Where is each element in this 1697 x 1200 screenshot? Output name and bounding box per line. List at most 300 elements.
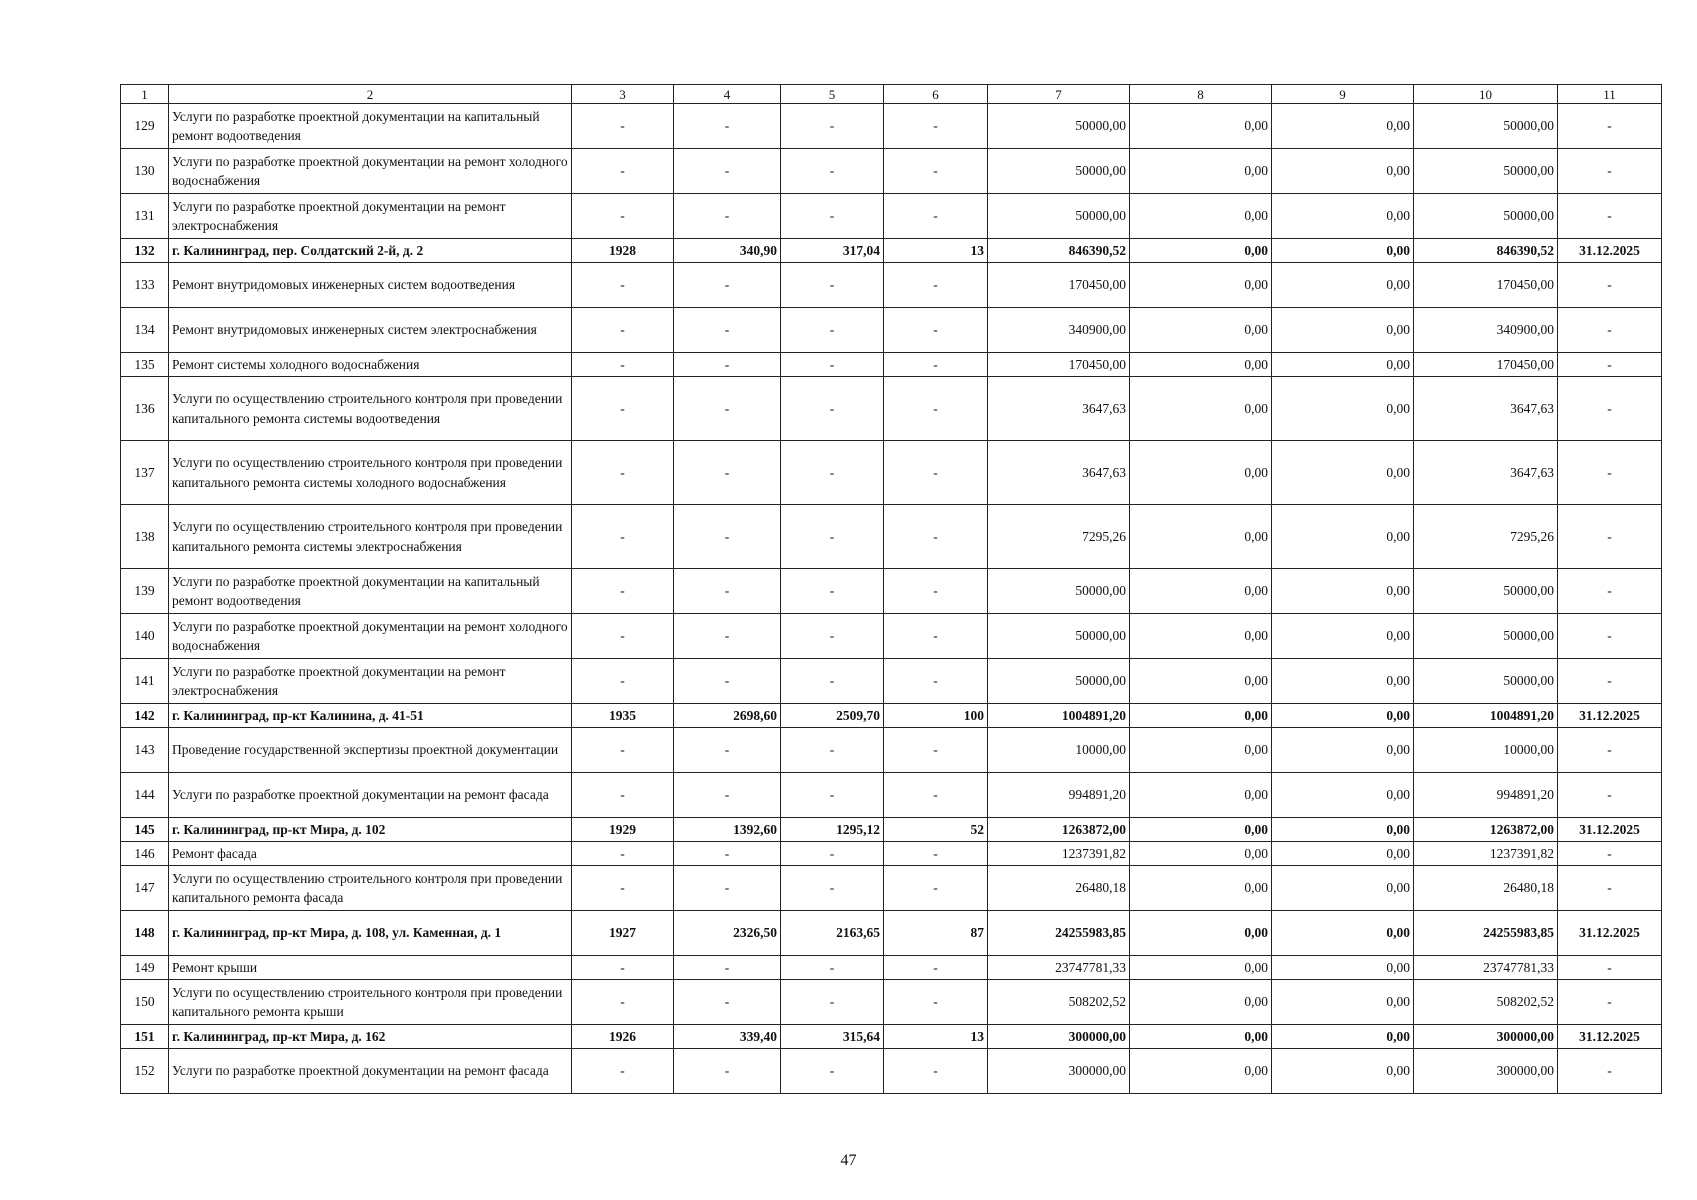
completion-date-cell: - (1558, 842, 1662, 866)
completion-date-cell: - (1558, 614, 1662, 659)
cost-total-cell: 26480,18 (988, 866, 1130, 911)
total-area-cell: - (674, 308, 781, 353)
item-name: Услуги по осуществлению строительного контроля при проведении капитального ремонта системы водоотведения (169, 377, 572, 441)
cost-col8-cell: 0,00 (1130, 704, 1272, 728)
work-item-row (121, 728, 1662, 773)
row-number: 133 (121, 263, 169, 308)
cost-col8-cell: 0,00 (1130, 614, 1272, 659)
item-name: Услуги по осуществлению строительного контроля при проведении капитального ремонта фасада (169, 866, 572, 911)
completion-date-cell: 31.12.2025 (1558, 911, 1662, 956)
cost-col8-cell: 0,00 (1130, 308, 1272, 353)
work-item-row (121, 441, 1662, 505)
year-cell: - (572, 149, 674, 194)
row-number: 149 (121, 956, 169, 980)
cost-col9-cell: 0,00 (1272, 377, 1414, 441)
cost-col9-cell: 0,00 (1272, 263, 1414, 308)
year-cell: - (572, 505, 674, 569)
completion-date-cell: - (1558, 569, 1662, 614)
year-cell: 1928 (572, 239, 674, 263)
item-name: Ремонт системы холодного водоснабжения (169, 353, 572, 377)
cost-col10-cell: 1237391,82 (1414, 842, 1558, 866)
cost-col9-cell: 0,00 (1272, 308, 1414, 353)
row-number: 150 (121, 980, 169, 1025)
cost-col9-cell: 0,00 (1272, 728, 1414, 773)
item-name: Услуги по разработке проектной документации на капитальный ремонт водоотведения (169, 569, 572, 614)
header-cell: 2 (169, 85, 572, 104)
completion-date-cell: - (1558, 956, 1662, 980)
completion-date-cell: - (1558, 659, 1662, 704)
cost-total-cell: 24255983,85 (988, 911, 1130, 956)
cost-col8-cell: 0,00 (1130, 866, 1272, 911)
row-number: 146 (121, 842, 169, 866)
completion-date-cell: 31.12.2025 (1558, 818, 1662, 842)
cost-col9-cell: 0,00 (1272, 866, 1414, 911)
cost-col10-cell: 994891,20 (1414, 773, 1558, 818)
cost-col9-cell: 0,00 (1272, 194, 1414, 239)
cost-total-cell: 3647,63 (988, 377, 1130, 441)
year-cell: - (572, 980, 674, 1025)
cost-col10-cell: 50000,00 (1414, 194, 1558, 239)
work-item-row (121, 773, 1662, 818)
residents-cell: - (884, 194, 988, 239)
completion-date-cell: 31.12.2025 (1558, 239, 1662, 263)
row-number: 152 (121, 1049, 169, 1094)
cost-col9-cell: 0,00 (1272, 956, 1414, 980)
cost-total-cell: 50000,00 (988, 149, 1130, 194)
living-area-cell: - (781, 569, 884, 614)
header-cell: 5 (781, 85, 884, 104)
work-item-row (121, 505, 1662, 569)
item-name: Услуги по осуществлению строительного контроля при проведении капитального ремонта системы электроснабжения (169, 505, 572, 569)
cost-col10-cell: 3647,63 (1414, 377, 1558, 441)
work-item-row (121, 104, 1662, 149)
cost-col9-cell: 0,00 (1272, 980, 1414, 1025)
header-cell: 11 (1558, 85, 1662, 104)
completion-date-cell: - (1558, 353, 1662, 377)
cost-col10-cell: 846390,52 (1414, 239, 1558, 263)
cost-total-cell: 300000,00 (988, 1049, 1130, 1094)
total-area-cell: 2698,60 (674, 704, 781, 728)
cost-col8-cell: 0,00 (1130, 239, 1272, 263)
living-area-cell: - (781, 377, 884, 441)
completion-date-cell: - (1558, 505, 1662, 569)
item-name: Услуги по осуществлению строительного контроля при проведении капитального ремонта системы холодного водоснабжения (169, 441, 572, 505)
header-cell: 10 (1414, 85, 1558, 104)
completion-date-cell: - (1558, 728, 1662, 773)
total-area-cell: - (674, 728, 781, 773)
cost-col9-cell: 0,00 (1272, 911, 1414, 956)
total-area-cell: - (674, 441, 781, 505)
cost-col9-cell: 0,00 (1272, 1025, 1414, 1049)
item-name: Услуги по осуществлению строительного контроля при проведении капитального ремонта крыши (169, 980, 572, 1025)
residents-cell: 100 (884, 704, 988, 728)
item-name: г. Калининград, пер. Солдатский 2-й, д. 2 (169, 239, 572, 263)
row-number: 151 (121, 1025, 169, 1049)
header-cell: 1 (121, 85, 169, 104)
cost-col10-cell: 170450,00 (1414, 263, 1558, 308)
total-area-cell: - (674, 1049, 781, 1094)
row-number: 134 (121, 308, 169, 353)
total-area-cell: - (674, 866, 781, 911)
work-item-row (121, 842, 1662, 866)
cost-col8-cell: 0,00 (1130, 1049, 1272, 1094)
living-area-cell: 2509,70 (781, 704, 884, 728)
cost-col8-cell: 0,00 (1130, 842, 1272, 866)
total-area-cell: - (674, 980, 781, 1025)
cost-col9-cell: 0,00 (1272, 1049, 1414, 1094)
completion-date-cell: 31.12.2025 (1558, 704, 1662, 728)
living-area-cell: - (781, 441, 884, 505)
cost-total-cell: 50000,00 (988, 104, 1130, 149)
living-area-cell: 315,64 (781, 1025, 884, 1049)
completion-date-cell: - (1558, 866, 1662, 911)
completion-date-cell: - (1558, 194, 1662, 239)
living-area-cell: - (781, 659, 884, 704)
year-cell: - (572, 194, 674, 239)
address-row (121, 911, 1662, 956)
cost-col10-cell: 300000,00 (1414, 1025, 1558, 1049)
cost-total-cell: 340900,00 (988, 308, 1130, 353)
year-cell: - (572, 308, 674, 353)
row-number: 142 (121, 704, 169, 728)
cost-col8-cell: 0,00 (1130, 104, 1272, 149)
repair-program-table (120, 84, 1662, 1094)
living-area-cell: - (781, 353, 884, 377)
living-area-cell: - (781, 308, 884, 353)
residents-cell: - (884, 353, 988, 377)
cost-col10-cell: 50000,00 (1414, 614, 1558, 659)
cost-total-cell: 300000,00 (988, 1025, 1130, 1049)
total-area-cell: - (674, 773, 781, 818)
cost-col10-cell: 3647,63 (1414, 441, 1558, 505)
completion-date-cell: - (1558, 377, 1662, 441)
cost-col10-cell: 50000,00 (1414, 659, 1558, 704)
living-area-cell: - (781, 980, 884, 1025)
row-number: 129 (121, 104, 169, 149)
cost-col10-cell: 170450,00 (1414, 353, 1558, 377)
total-area-cell: - (674, 149, 781, 194)
cost-col9-cell: 0,00 (1272, 441, 1414, 505)
year-cell: - (572, 614, 674, 659)
residents-cell: 13 (884, 239, 988, 263)
total-area-cell: - (674, 842, 781, 866)
item-name: г. Калининград, пр-кт Мира, д. 108, ул. Каменная, д. 1 (169, 911, 572, 956)
year-cell: - (572, 728, 674, 773)
year-cell: - (572, 842, 674, 866)
cost-total-cell: 50000,00 (988, 659, 1130, 704)
year-cell: - (572, 569, 674, 614)
row-number: 145 (121, 818, 169, 842)
year-cell: - (572, 441, 674, 505)
row-number: 135 (121, 353, 169, 377)
total-area-cell: 1392,60 (674, 818, 781, 842)
completion-date-cell: - (1558, 104, 1662, 149)
item-name: Услуги по разработке проектной документации на капитальный ремонт водоотведения (169, 104, 572, 149)
residents-cell: - (884, 773, 988, 818)
cost-total-cell: 846390,52 (988, 239, 1130, 263)
cost-col10-cell: 26480,18 (1414, 866, 1558, 911)
cost-col10-cell: 50000,00 (1414, 149, 1558, 194)
cost-total-cell: 1263872,00 (988, 818, 1130, 842)
cost-col8-cell: 0,00 (1130, 569, 1272, 614)
residents-cell: - (884, 842, 988, 866)
residents-cell: 52 (884, 818, 988, 842)
work-item-row (121, 263, 1662, 308)
cost-total-cell: 50000,00 (988, 569, 1130, 614)
row-number: 136 (121, 377, 169, 441)
cost-col8-cell: 0,00 (1130, 1025, 1272, 1049)
work-item-row (121, 956, 1662, 980)
work-item-row (121, 659, 1662, 704)
cost-col8-cell: 0,00 (1130, 728, 1272, 773)
completion-date-cell: - (1558, 773, 1662, 818)
residents-cell: 13 (884, 1025, 988, 1049)
residents-cell: - (884, 149, 988, 194)
total-area-cell: - (674, 353, 781, 377)
living-area-cell: 1295,12 (781, 818, 884, 842)
cost-col8-cell: 0,00 (1130, 505, 1272, 569)
year-cell: - (572, 104, 674, 149)
residents-cell: 87 (884, 911, 988, 956)
cost-col10-cell: 300000,00 (1414, 1049, 1558, 1094)
cost-col9-cell: 0,00 (1272, 659, 1414, 704)
item-name: Ремонт внутридомовых инженерных систем электроснабжения (169, 308, 572, 353)
item-name: Услуги по разработке проектной документации на ремонт электроснабжения (169, 194, 572, 239)
header-cell: 3 (572, 85, 674, 104)
header-cell: 7 (988, 85, 1130, 104)
cost-col9-cell: 0,00 (1272, 704, 1414, 728)
cost-col10-cell: 508202,52 (1414, 980, 1558, 1025)
work-item-row (121, 980, 1662, 1025)
cost-col8-cell: 0,00 (1130, 149, 1272, 194)
cost-col10-cell: 50000,00 (1414, 569, 1558, 614)
row-number: 131 (121, 194, 169, 239)
year-cell: - (572, 353, 674, 377)
total-area-cell: - (674, 505, 781, 569)
total-area-cell: 339,40 (674, 1025, 781, 1049)
cost-col9-cell: 0,00 (1272, 569, 1414, 614)
living-area-cell: - (781, 505, 884, 569)
cost-total-cell: 170450,00 (988, 353, 1130, 377)
item-name: Услуги по разработке проектной документации на ремонт фасада (169, 1049, 572, 1094)
item-name: Ремонт внутридомовых инженерных систем водоотведения (169, 263, 572, 308)
header-cell: 4 (674, 85, 781, 104)
item-name: Услуги по разработке проектной документации на ремонт электроснабжения (169, 659, 572, 704)
cost-col8-cell: 0,00 (1130, 659, 1272, 704)
cost-col8-cell: 0,00 (1130, 353, 1272, 377)
cost-total-cell: 50000,00 (988, 614, 1130, 659)
header-cell: 9 (1272, 85, 1414, 104)
cost-col8-cell: 0,00 (1130, 263, 1272, 308)
residents-cell: - (884, 441, 988, 505)
row-number: 137 (121, 441, 169, 505)
item-name: Услуги по разработке проектной документации на ремонт фасада (169, 773, 572, 818)
cost-col8-cell: 0,00 (1130, 980, 1272, 1025)
living-area-cell: 317,04 (781, 239, 884, 263)
residents-cell: - (884, 377, 988, 441)
living-area-cell: - (781, 194, 884, 239)
residents-cell: - (884, 505, 988, 569)
cost-col8-cell: 0,00 (1130, 441, 1272, 505)
cost-col10-cell: 7295,26 (1414, 505, 1558, 569)
living-area-cell: - (781, 842, 884, 866)
living-area-cell: - (781, 866, 884, 911)
work-item-row (121, 614, 1662, 659)
residents-cell: - (884, 728, 988, 773)
cost-total-cell: 3647,63 (988, 441, 1130, 505)
completion-date-cell: - (1558, 441, 1662, 505)
year-cell: - (572, 866, 674, 911)
living-area-cell: - (781, 1049, 884, 1094)
year-cell: 1935 (572, 704, 674, 728)
cost-col9-cell: 0,00 (1272, 239, 1414, 263)
cost-col9-cell: 0,00 (1272, 353, 1414, 377)
work-item-row (121, 866, 1662, 911)
living-area-cell: - (781, 149, 884, 194)
cost-col8-cell: 0,00 (1130, 956, 1272, 980)
residents-cell: - (884, 614, 988, 659)
living-area-cell: - (781, 728, 884, 773)
cost-col10-cell: 10000,00 (1414, 728, 1558, 773)
cost-col10-cell: 24255983,85 (1414, 911, 1558, 956)
work-item-row (121, 149, 1662, 194)
year-cell: - (572, 1049, 674, 1094)
total-area-cell: 340,90 (674, 239, 781, 263)
cost-col10-cell: 23747781,33 (1414, 956, 1558, 980)
living-area-cell: - (781, 956, 884, 980)
work-item-row (121, 569, 1662, 614)
living-area-cell: - (781, 614, 884, 659)
cost-col10-cell: 50000,00 (1414, 104, 1558, 149)
total-area-cell: - (674, 377, 781, 441)
cost-total-cell: 50000,00 (988, 194, 1130, 239)
cost-col9-cell: 0,00 (1272, 818, 1414, 842)
cost-total-cell: 10000,00 (988, 728, 1130, 773)
year-cell: 1927 (572, 911, 674, 956)
address-row (121, 239, 1662, 263)
residents-cell: - (884, 980, 988, 1025)
completion-date-cell: - (1558, 149, 1662, 194)
address-row (121, 818, 1662, 842)
year-cell: - (572, 377, 674, 441)
cost-col9-cell: 0,00 (1272, 842, 1414, 866)
year-cell: 1929 (572, 818, 674, 842)
header-cell: 8 (1130, 85, 1272, 104)
residents-cell: - (884, 1049, 988, 1094)
residents-cell: - (884, 263, 988, 308)
row-number: 139 (121, 569, 169, 614)
completion-date-cell: 31.12.2025 (1558, 1025, 1662, 1049)
completion-date-cell: - (1558, 308, 1662, 353)
total-area-cell: 2326,50 (674, 911, 781, 956)
residents-cell: - (884, 956, 988, 980)
year-cell: - (572, 659, 674, 704)
cost-total-cell: 508202,52 (988, 980, 1130, 1025)
item-name: г. Калининград, пр-кт Мира, д. 102 (169, 818, 572, 842)
row-number: 148 (121, 911, 169, 956)
item-name: Ремонт крыши (169, 956, 572, 980)
cost-total-cell: 7295,26 (988, 505, 1130, 569)
living-area-cell: - (781, 773, 884, 818)
item-name: Услуги по разработке проектной документации на ремонт холодного водоснабжения (169, 149, 572, 194)
cost-total-cell: 170450,00 (988, 263, 1130, 308)
item-name: Ремонт фасада (169, 842, 572, 866)
year-cell: - (572, 263, 674, 308)
address-row (121, 704, 1662, 728)
completion-date-cell: - (1558, 980, 1662, 1025)
row-number: 141 (121, 659, 169, 704)
year-cell: 1926 (572, 1025, 674, 1049)
work-item-row (121, 1049, 1662, 1094)
cost-total-cell: 23747781,33 (988, 956, 1130, 980)
completion-date-cell: - (1558, 1049, 1662, 1094)
residents-cell: - (884, 659, 988, 704)
cost-col10-cell: 1004891,20 (1414, 704, 1558, 728)
row-number: 138 (121, 505, 169, 569)
year-cell: - (572, 773, 674, 818)
cost-col8-cell: 0,00 (1130, 773, 1272, 818)
total-area-cell: - (674, 194, 781, 239)
work-item-row (121, 353, 1662, 377)
year-cell: - (572, 956, 674, 980)
residents-cell: - (884, 866, 988, 911)
living-area-cell: - (781, 263, 884, 308)
living-area-cell: 2163,65 (781, 911, 884, 956)
page-number: 47 (840, 1152, 857, 1169)
total-area-cell: - (674, 614, 781, 659)
cost-col9-cell: 0,00 (1272, 149, 1414, 194)
row-number: 140 (121, 614, 169, 659)
cost-col9-cell: 0,00 (1272, 773, 1414, 818)
cost-col8-cell: 0,00 (1130, 194, 1272, 239)
item-name: г. Калининград, пр-кт Мира, д. 162 (169, 1025, 572, 1049)
cost-col10-cell: 340900,00 (1414, 308, 1558, 353)
cost-col8-cell: 0,00 (1130, 377, 1272, 441)
row-number: 144 (121, 773, 169, 818)
residents-cell: - (884, 569, 988, 614)
work-item-row (121, 377, 1662, 441)
total-area-cell: - (674, 104, 781, 149)
total-area-cell: - (674, 263, 781, 308)
row-number: 147 (121, 866, 169, 911)
total-area-cell: - (674, 956, 781, 980)
cost-col9-cell: 0,00 (1272, 505, 1414, 569)
completion-date-cell: - (1558, 263, 1662, 308)
cost-col8-cell: 0,00 (1130, 818, 1272, 842)
address-row (121, 1025, 1662, 1049)
cost-total-cell: 1004891,20 (988, 704, 1130, 728)
work-item-row (121, 308, 1662, 353)
residents-cell: - (884, 104, 988, 149)
header-cell: 6 (884, 85, 988, 104)
cost-col10-cell: 1263872,00 (1414, 818, 1558, 842)
cost-total-cell: 1237391,82 (988, 842, 1130, 866)
column-number-header (121, 85, 1662, 104)
living-area-cell: - (781, 104, 884, 149)
cost-col9-cell: 0,00 (1272, 614, 1414, 659)
item-name: Проведение государственной экспертизы проектной документации (169, 728, 572, 773)
total-area-cell: - (674, 569, 781, 614)
row-number: 143 (121, 728, 169, 773)
residents-cell: - (884, 308, 988, 353)
row-number: 130 (121, 149, 169, 194)
total-area-cell: - (674, 659, 781, 704)
cost-col9-cell: 0,00 (1272, 104, 1414, 149)
work-item-row (121, 194, 1662, 239)
cost-total-cell: 994891,20 (988, 773, 1130, 818)
item-name: Услуги по разработке проектной документации на ремонт холодного водоснабжения (169, 614, 572, 659)
item-name: г. Калининград, пр-кт Калинина, д. 41-51 (169, 704, 572, 728)
